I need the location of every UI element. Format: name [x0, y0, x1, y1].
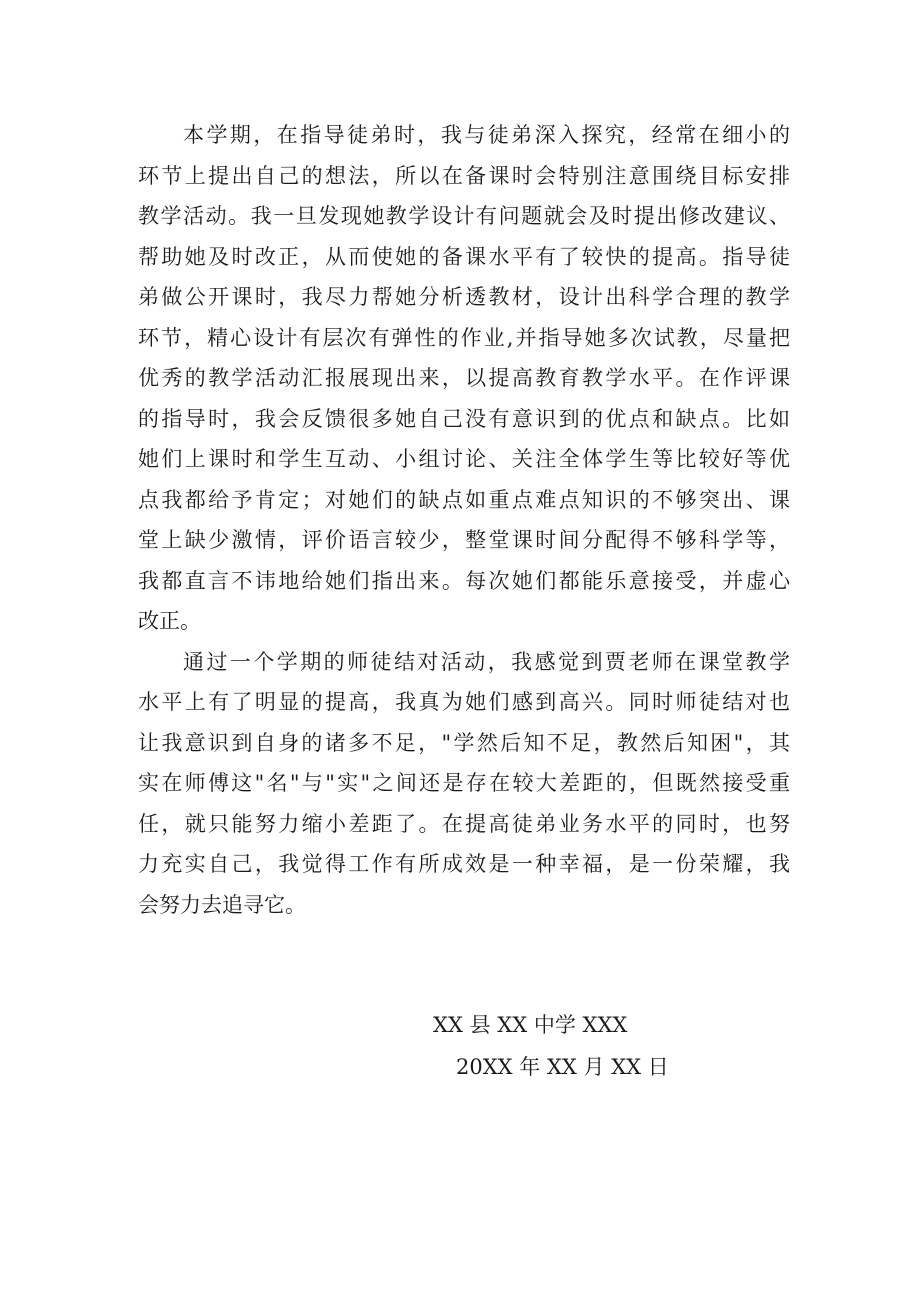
signature-date: 20XX 年 XX 月 XX 日	[456, 1055, 669, 1079]
paragraph-line: 本学期，在指导徒弟时，我与徒弟深入探究，经常在细小的	[183, 123, 790, 147]
paragraph-line: 水平上有了明显的提高，我真为她们感到高兴。同时师徒结对也	[138, 690, 790, 714]
signature-author: XX 县 XX 中学 XXX	[433, 1013, 628, 1037]
paragraph-line: 弟做公开课时，我尽力帮她分析透教材，设计出科学合理的教学	[138, 285, 790, 309]
paragraph-line: 通过一个学期的师徒结对活动，我感觉到贾老师在课堂教学	[183, 649, 790, 674]
paragraph-line: 力充实自己，我觉得工作有所成效是一种幸福，是一份荣耀，我	[138, 852, 790, 876]
paragraph-1	[138, 115, 790, 642]
paragraph-line: 堂上缺少激情，评价语言较少，整堂课时间分配得不够科学等，	[138, 528, 790, 552]
paragraph-line: 环节上提出自己的想法，所以在备课时会特别注意围绕目标安排	[138, 163, 790, 188]
paragraph-line: 改正。	[138, 609, 201, 633]
paragraph-2	[138, 642, 790, 926]
paragraph-line: 让我意识到自身的诸多不足，"学然后知不足，教然后知困"，其	[138, 730, 790, 755]
paragraph-line: 她们上课时和学生互动、小组讨论、关注全体学生等比较好等优	[138, 447, 790, 471]
paragraph-line: 优秀的教学活动汇报展现出来，以提高教育教学水平。在作评课	[138, 366, 790, 390]
paragraph-line: 的指导时，我会反馈很多她自己没有意识到的优点和缺点。比如	[138, 406, 790, 431]
paragraph-line: 我都直言不讳地给她们指出来。每次她们都能乐意接受，并虚心	[138, 568, 790, 593]
paragraph-line: 环节，精心设计有层次有弹性的作业,并指导她多次试教，尽量把	[138, 325, 790, 350]
paragraph-line: 点我都给予肯定；对她们的缺点如重点难点知识的不够突出、课	[138, 487, 790, 512]
paragraph-line: 任，就只能努力缩小差距了。在提高徒弟业务水平的同时，也努	[138, 811, 790, 836]
paragraph-line: 实在师傅这"名"与"实"之间还是存在较大差距的，但既然接受重	[138, 771, 790, 795]
document-body	[138, 115, 790, 925]
paragraph-line: 帮助她及时改正，从而使她的备课水平有了较快的提高。指导徒	[138, 244, 790, 269]
paragraph-line: 教学活动。我一旦发现她教学设计有问题就会及时提出修改建议、	[138, 204, 790, 228]
paragraph-line: 会努力去追寻它。	[138, 892, 306, 917]
